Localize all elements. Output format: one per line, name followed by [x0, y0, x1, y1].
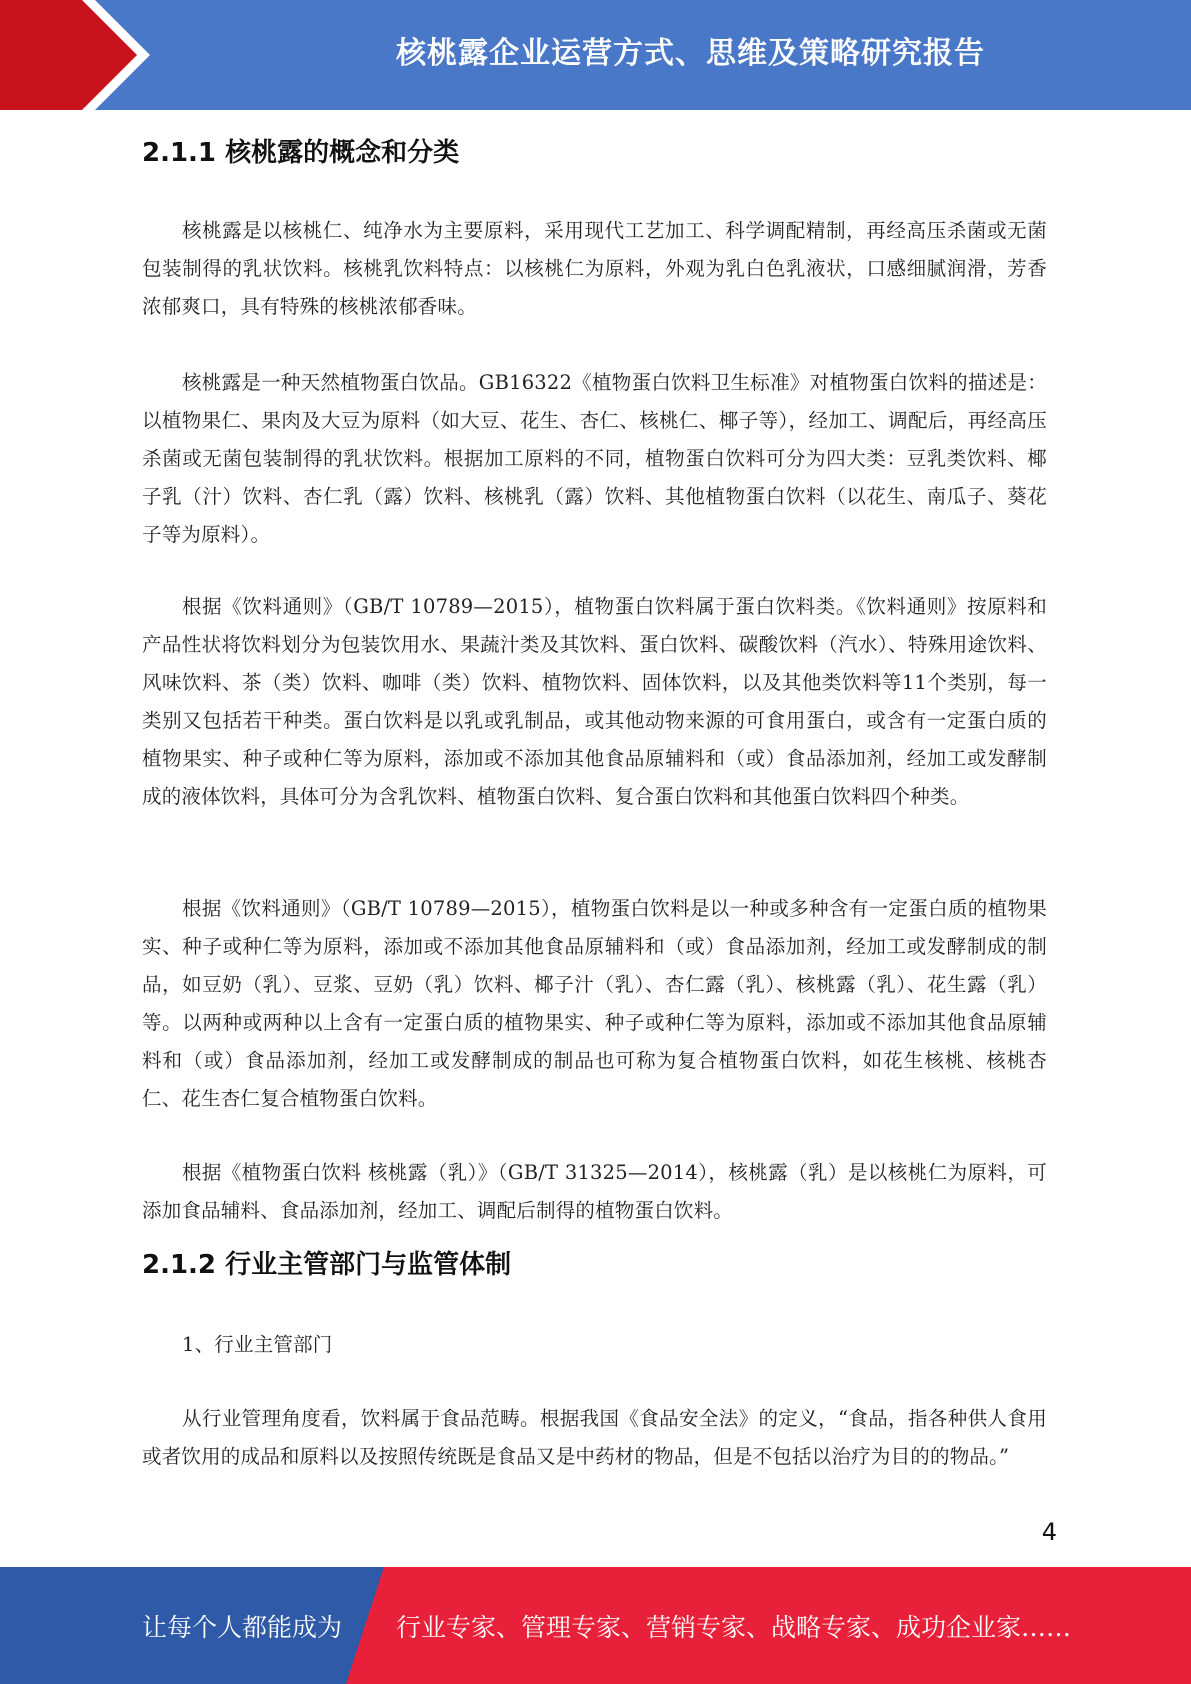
- header-band: [0, 0, 1191, 110]
- list-item-heading: 1、行业主管部门: [182, 1333, 333, 1356]
- paragraph: 根据《饮料通则》（GB/T 10789—2015），植物蛋白饮料是以一种或多种含有一定蛋白质的植物果实、种子或种仁等为原料，添加或不添加其他食品原辅料和（或）食品添加剂，经加工或发酵制成的制品，如豆奶（乳）、豆浆、豆奶（乳）饮料、椰子汁（乳）、杏仁露（乳）、核桃露（乳）、花生露（乳）等。以两种或两种以上含有一定蛋白质的植物果实、种子或种仁等为原料，添加或不添加其他食品原辅料和（或）食品添加剂，经加工或发酵制成的制品也可称为复合植物蛋白饮料，如花生核桃、核桃杏仁、花生杏仁复合植物蛋白饮料。: [142, 897, 1047, 1110]
- paragraph: 核桃露是以核桃仁、纯净水为主要原料，采用现代工艺加工、科学调配精制，再经高压杀菌或无菌包装制得的乳状饮料。核桃乳饮料特点：以核桃仁为原料，外观为乳白色乳液状，口感细腻润滑，芳香浓郁爽口，具有特殊的核桃浓郁香味。: [142, 219, 1047, 318]
- report-title: 核桃露企业运营方式、思维及策略研究报告: [396, 36, 985, 71]
- footer-slogan-left: 让每个人都能成为: [142, 1612, 343, 1642]
- paragraph: 根据《植物蛋白饮料 核桃露（乳）》（GB/T 31325—2014），核桃露（乳）是以核桃仁为原料，可添加食品辅料、食品添加剂，经加工、调配后制得的植物蛋白饮料。: [142, 1161, 1047, 1222]
- footer-band: [0, 1567, 1191, 1684]
- section-heading-2-1-1: 2.1.1 核桃露的概念和分类: [142, 138, 460, 168]
- paragraph: 核桃露是一种天然植物蛋白饮品。GB16322《植物蛋白饮料卫生标准》对植物蛋白饮料的描述是：以植物果仁、果肉及大豆为原料（如大豆、花生、杏仁、核桃仁、椰子等），经加工、调配后，再经高压杀菌或无菌包装制得的乳状饮料。根据加工原料的不同，植物蛋白饮料可分为四大类：豆乳类饮料、椰子乳（汁）饮料、杏仁乳（露）饮料、核桃乳（露）饮料、其他植物蛋白饮料（以花生、南瓜子、葵花子等为原料）。: [142, 371, 1047, 546]
- footer-slogan-right: 行业专家、管理专家、营销专家、战略专家、成功企业家……: [396, 1612, 1072, 1642]
- paragraph: 从行业管理角度看，饮料属于食品范畴。根据我国《食品安全法》的定义，“食品，指各种供人食用或者饮用的成品和原料以及按照传统既是食品又是中药材的物品，但是不包括以治疗为目的的物品。”: [142, 1407, 1047, 1468]
- page-number: 4: [1041, 1518, 1057, 1546]
- paragraph: 根据《饮料通则》（GB/T 10789—2015），植物蛋白饮料属于蛋白饮料类。《饮料通则》按原料和产品性状将饮料划分为包装饮用水、果蔬汁类及其饮料、蛋白饮料、碳酸饮料（汽水）、特殊用途饮料、风味饮料、茶（类）饮料、咖啡（类）饮料、植物饮料、固体饮料，以及其他类饮料等11个类别，每一类别又包括若干种类。蛋白饮料是以乳或乳制品，或其他动物来源的可食用蛋白，或含有一定蛋白质的植物果实、种子或种仁等为原料，添加或不添加其他食品原辅料和（或）食品添加剂，经加工或发酵制成的液体饮料，具体可分为含乳饮料、植物蛋白饮料、复合蛋白饮料和其他蛋白饮料四个种类。: [142, 595, 1047, 808]
- section-heading-2-1-2: 2.1.2 行业主管部门与监管体制: [142, 1250, 512, 1280]
